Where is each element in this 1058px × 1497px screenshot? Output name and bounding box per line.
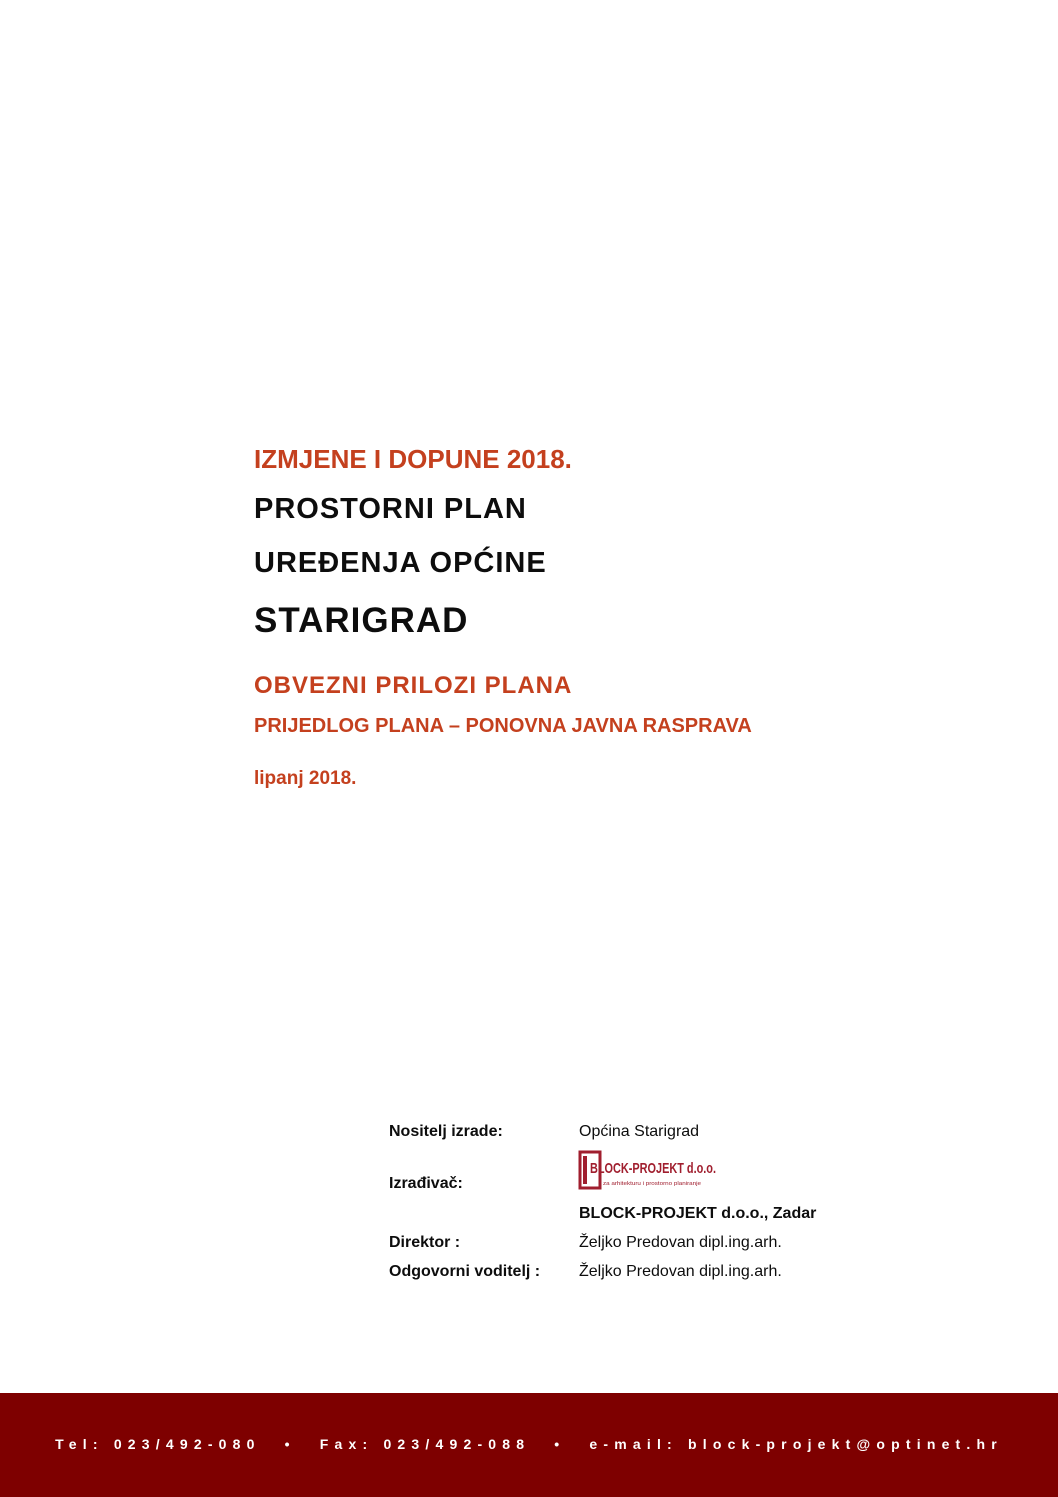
logo-wordmark: BLOCK-PROJEKT d.o.o. bbox=[590, 1160, 716, 1177]
footer-separator: • bbox=[554, 1436, 566, 1452]
section-title: OBVEZNI PRILOZI PLANA bbox=[254, 672, 573, 699]
document-date: lipanj 2018. bbox=[254, 768, 357, 789]
footer-fax: Fax: 023/492-088 bbox=[319, 1436, 531, 1452]
plan-title-line-1: PROSTORNI PLAN bbox=[254, 493, 527, 525]
voditelj-value: Željko Predovan dipl.ing.arh. bbox=[579, 1263, 782, 1280]
amendment-heading: IZMJENE I DOPUNE 2018. bbox=[254, 444, 572, 474]
footer-phone: Tel: 023/492-080 bbox=[55, 1436, 261, 1452]
municipality-name: STARIGRAD bbox=[254, 601, 469, 640]
document-status: PRIJEDLOG PLANA – PONOVNA JAVNA RASPRAVA bbox=[254, 715, 752, 737]
nositelj-label: Nositelj izrade: bbox=[389, 1123, 503, 1140]
footer-contact bbox=[0, 1436, 1058, 1452]
logo-tagline: za arhitekturu i prostorno planiranje bbox=[603, 1181, 702, 1187]
title-block bbox=[254, 446, 954, 788]
footer-email: e-mail: block-projekt@optinet.hr bbox=[589, 1436, 1003, 1452]
izradivac-label: Izrađivač: bbox=[389, 1175, 463, 1192]
voditelj-label: Odgovorni voditelj : bbox=[389, 1263, 541, 1280]
info-row-company bbox=[389, 1205, 949, 1227]
direktor-label: Direktor : bbox=[389, 1234, 461, 1251]
plan-title-line-2: UREĐENJA OPĆINE bbox=[254, 547, 547, 579]
info-row-direktor bbox=[389, 1234, 949, 1256]
info-row-nositelj bbox=[389, 1123, 949, 1145]
info-row-izradivac bbox=[389, 1153, 949, 1199]
direktor-value: Željko Predovan dipl.ing.arh. bbox=[579, 1234, 782, 1251]
nositelj-value: Općina Starigrad bbox=[579, 1123, 700, 1140]
footer-bar bbox=[0, 1393, 1058, 1497]
info-row-voditelj bbox=[389, 1263, 949, 1285]
company-logo bbox=[579, 1151, 719, 1195]
company-value: BLOCK-PROJEKT d.o.o., Zadar bbox=[579, 1205, 817, 1222]
footer-separator: • bbox=[284, 1436, 296, 1452]
